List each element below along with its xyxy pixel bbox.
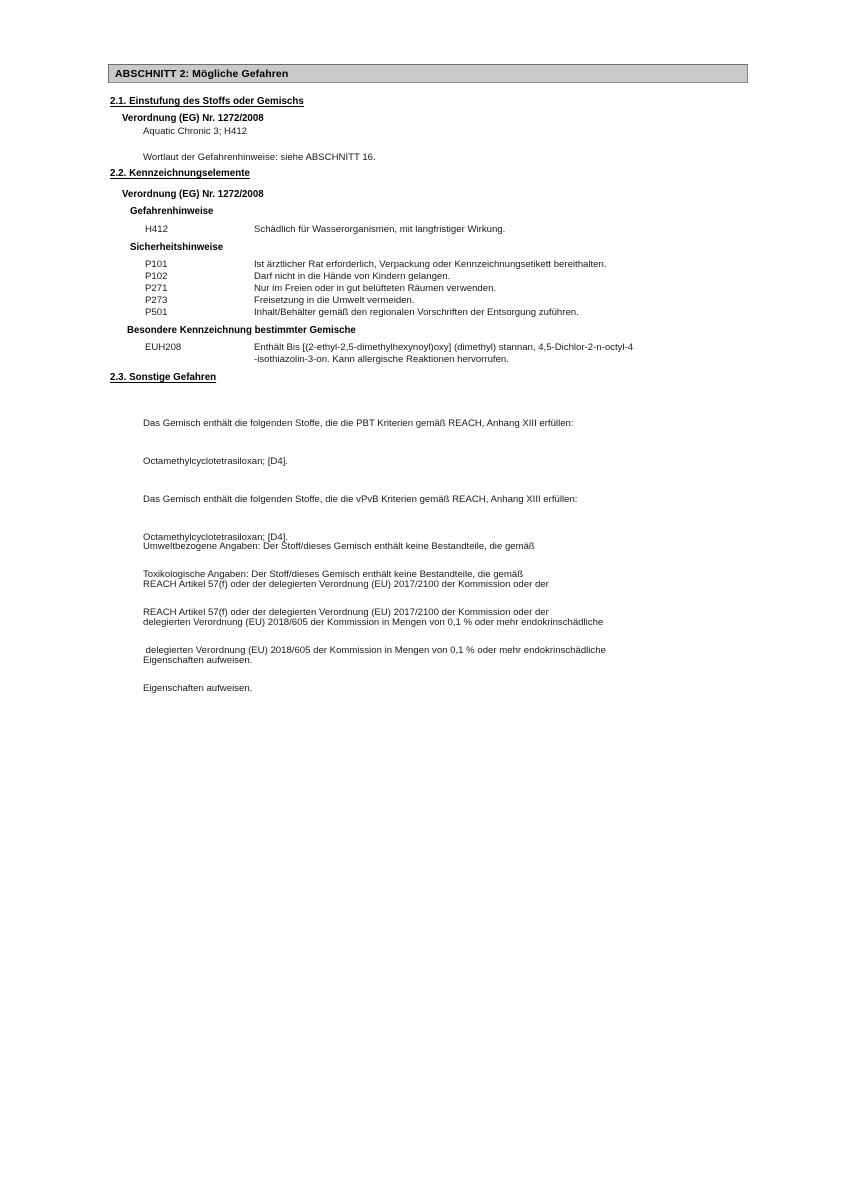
paragraph-line: Das Gemisch enthält die folgenden Stoffe, die die PBT Kriterien gemäß REACH, Anhang XIII erfüllen: bbox=[143, 418, 574, 430]
paragraph-line: delegierten Verordnung (EU) 2018/605 der Kommission in Mengen von 0,1 % oder mehr endokrinschädliche bbox=[143, 616, 604, 628]
special-statement-text-line-2: -isothiazolin-3-on. Kann allergische Reaktionen hervorrufen. bbox=[254, 354, 509, 365]
precautionary-statement-code: P102 bbox=[145, 271, 168, 282]
paragraph-line: Eigenschaften aufweisen. bbox=[143, 682, 253, 694]
paragraph-line: Octamethylcyclotetrasiloxan; [D4]. bbox=[143, 531, 289, 543]
section-header-title: ABSCHNITT 2: Mögliche Gefahren bbox=[115, 67, 289, 80]
hazard-statements-group-label: Gefahrenhinweise bbox=[130, 206, 214, 217]
special-labelling-group-label: Besondere Kennzeichnung bestimmter Gemische bbox=[127, 325, 356, 336]
precautionary-statement-code: P273 bbox=[145, 295, 168, 306]
hazard-statement-text: Schädlich für Wasserorganismen, mit langfristiger Wirkung. bbox=[254, 224, 506, 235]
heading-2-1: 2.1. Einstufung des Stoffs oder Gemischs bbox=[110, 96, 304, 107]
precautionary-statement-text: Freisetzung in die Umwelt vermeiden. bbox=[254, 295, 415, 306]
heading-2-2: 2.2. Kennzeichnungselemente bbox=[110, 168, 250, 179]
paragraph-line: Umweltbezogene Angaben: Der Stoff/dieses Gemisch enthält keine Bestandteile, die gemäß bbox=[143, 541, 535, 553]
hazard-statement-code: H412 bbox=[145, 224, 168, 235]
classification-value: Aquatic Chronic 3; H412 bbox=[143, 126, 247, 137]
paragraph-line: Octamethylcyclotetrasiloxan; [D4]. bbox=[143, 455, 289, 467]
paragraph-line: Toxikologische Angaben: Der Stoff/dieses Gemisch enthält keine Bestandteile, die gemäß bbox=[143, 569, 524, 581]
special-statement-code: EUH208 bbox=[145, 342, 182, 353]
precautionary-statement-code: P501 bbox=[145, 307, 168, 318]
section-header-banner bbox=[108, 64, 748, 83]
regulation-label-2-2: Verordnung (EG) Nr. 1272/2008 bbox=[122, 189, 264, 200]
precautionary-statement-code: P271 bbox=[145, 283, 168, 294]
precautionary-statement-text: Inhalt/Behälter gemäß den regionalen Vorschriften der Entsorgung zuführen. bbox=[254, 307, 579, 318]
precautionary-statement-text: Darf nicht in die Hände von Kindern gelangen. bbox=[254, 271, 451, 282]
paragraph-line: delegierten Verordnung (EU) 2018/605 der Kommission in Mengen von 0,1 % oder mehr endokrinschädliche bbox=[143, 644, 606, 656]
other-hazards-paragraph-2 bbox=[143, 516, 603, 692]
precautionary-statement-code: P101 bbox=[145, 259, 168, 270]
precautionary-statements-group-label: Sicherheitshinweise bbox=[130, 242, 224, 253]
precautionary-statement-text: Nur im Freien oder in gut belüfteten Räumen verwenden. bbox=[254, 283, 497, 294]
special-statement-text-line-1: Enthält Bis [(2-ethyl-2,5-dimethylhexynoyl)oxy] (dimethyl) stannan, 4,5-Dichlor-2-n-octyl-4 bbox=[254, 342, 634, 353]
paragraph-line: Das Gemisch enthält die folgenden Stoffe, die die vPvB Kriterien gemäß REACH, Anhang XIII erfüllen: bbox=[143, 493, 578, 505]
heading-2-3: 2.3. Sonstige Gefahren bbox=[110, 372, 217, 383]
paragraph-line: Eigenschaften aufweisen. bbox=[143, 654, 253, 666]
precautionary-statement-text: Ist ärztlicher Rat erforderlich, Verpackung oder Kennzeichnungsetikett bereithalten. bbox=[254, 259, 607, 270]
paragraph-line: REACH Artikel 57(f) oder der delegierten Verordnung (EU) 2017/2100 der Kommission oder der bbox=[143, 607, 549, 619]
hazard-wording-note: Wortlaut der Gefahrenhinweise: siehe ABSCHNITT 16. bbox=[143, 152, 376, 163]
paragraph-line: REACH Artikel 57(f) oder der delegierten Verordnung (EU) 2017/2100 der Kommission oder der bbox=[143, 578, 549, 590]
regulation-label-2-1: Verordnung (EG) Nr. 1272/2008 bbox=[122, 113, 264, 124]
